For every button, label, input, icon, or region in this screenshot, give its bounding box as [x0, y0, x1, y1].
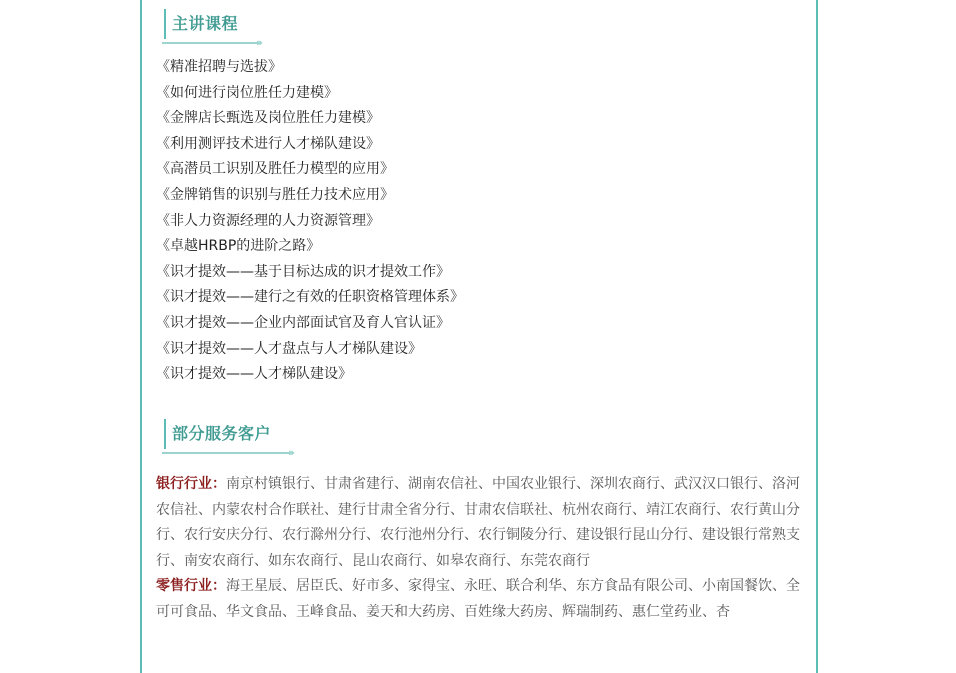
course-item: 《非人力资源经理的人力资源管理》 [156, 212, 380, 229]
clients-list [156, 472, 806, 626]
content-frame [140, 0, 818, 673]
banking-industry-label: 银行行业： [156, 476, 226, 492]
course-item: 《利用测评技术进行人才梯队建设》 [156, 135, 380, 152]
header-accent-bar [164, 9, 166, 39]
header-underline [162, 452, 290, 454]
course-item: 《识才提效——建行之有效的任职资格管理体系》 [156, 289, 464, 306]
course-item: 《识才提效——企业内部面试官及育人官认证》 [156, 314, 450, 331]
course-item: 《金牌店长甄选及岗位胜任力建模》 [156, 110, 380, 127]
header-accent-bar [164, 419, 166, 449]
courses-section-title: 主讲课程 [172, 14, 239, 33]
course-item: 《精准招聘与选拔》 [156, 59, 282, 75]
courses-list [156, 55, 464, 388]
banking-industry-clients: 南京村镇银行、甘肃省建行、湖南农信社、中国农业银行、深圳农商行、武汉汉口银行、洛河农信社、内蒙农村合作联社、建行甘肃全省分行、甘肃农信联社、杭州农商行、靖江农商行、农行黄山分行、农行安庆分行、农行滁州分行、农行池州分行、农行铜陵分行、建设银行昆山分行、建设银行常熟支行、南安农商行、如东农商行、昆山农商行、如皋农商行、东莞农商行 [156, 476, 800, 569]
course-item: 《识才提效——基于目标达成的识才提效工作》 [156, 263, 450, 280]
double-chevron-icon: ››› [256, 36, 261, 49]
course-item: 《金牌销售的识别与胜任力技术应用》 [156, 186, 394, 203]
header-underline [162, 42, 258, 44]
course-item: 《识才提效——人才盘点与人才梯队建设》 [156, 340, 422, 357]
double-chevron-icon: ››› [288, 446, 293, 459]
retail-industry-clients: 海王星辰、居臣氏、好市多、家得宝、永旺、联合利华、东方食品有限公司、小南国餐饮、全可可食品、华文食品、王峰食品、姜天和大药房、百姓缘大药房、辉瑞制药、惠仁堂药业、杏 [156, 578, 800, 620]
banking-industry-paragraph [156, 472, 806, 574]
retail-industry-paragraph [156, 574, 806, 625]
course-item: 《如何进行岗位胜任力建模》 [156, 84, 338, 101]
clients-section-title: 部分服务客户 [172, 424, 272, 443]
course-item: 《识才提效——人才梯队建设》 [156, 366, 352, 383]
course-item: 《高潜员工识别及胜任力模型的应用》 [156, 161, 394, 178]
course-item: 《卓越HRBP的进阶之路》 [156, 238, 321, 255]
retail-industry-label: 零售行业： [156, 578, 226, 595]
